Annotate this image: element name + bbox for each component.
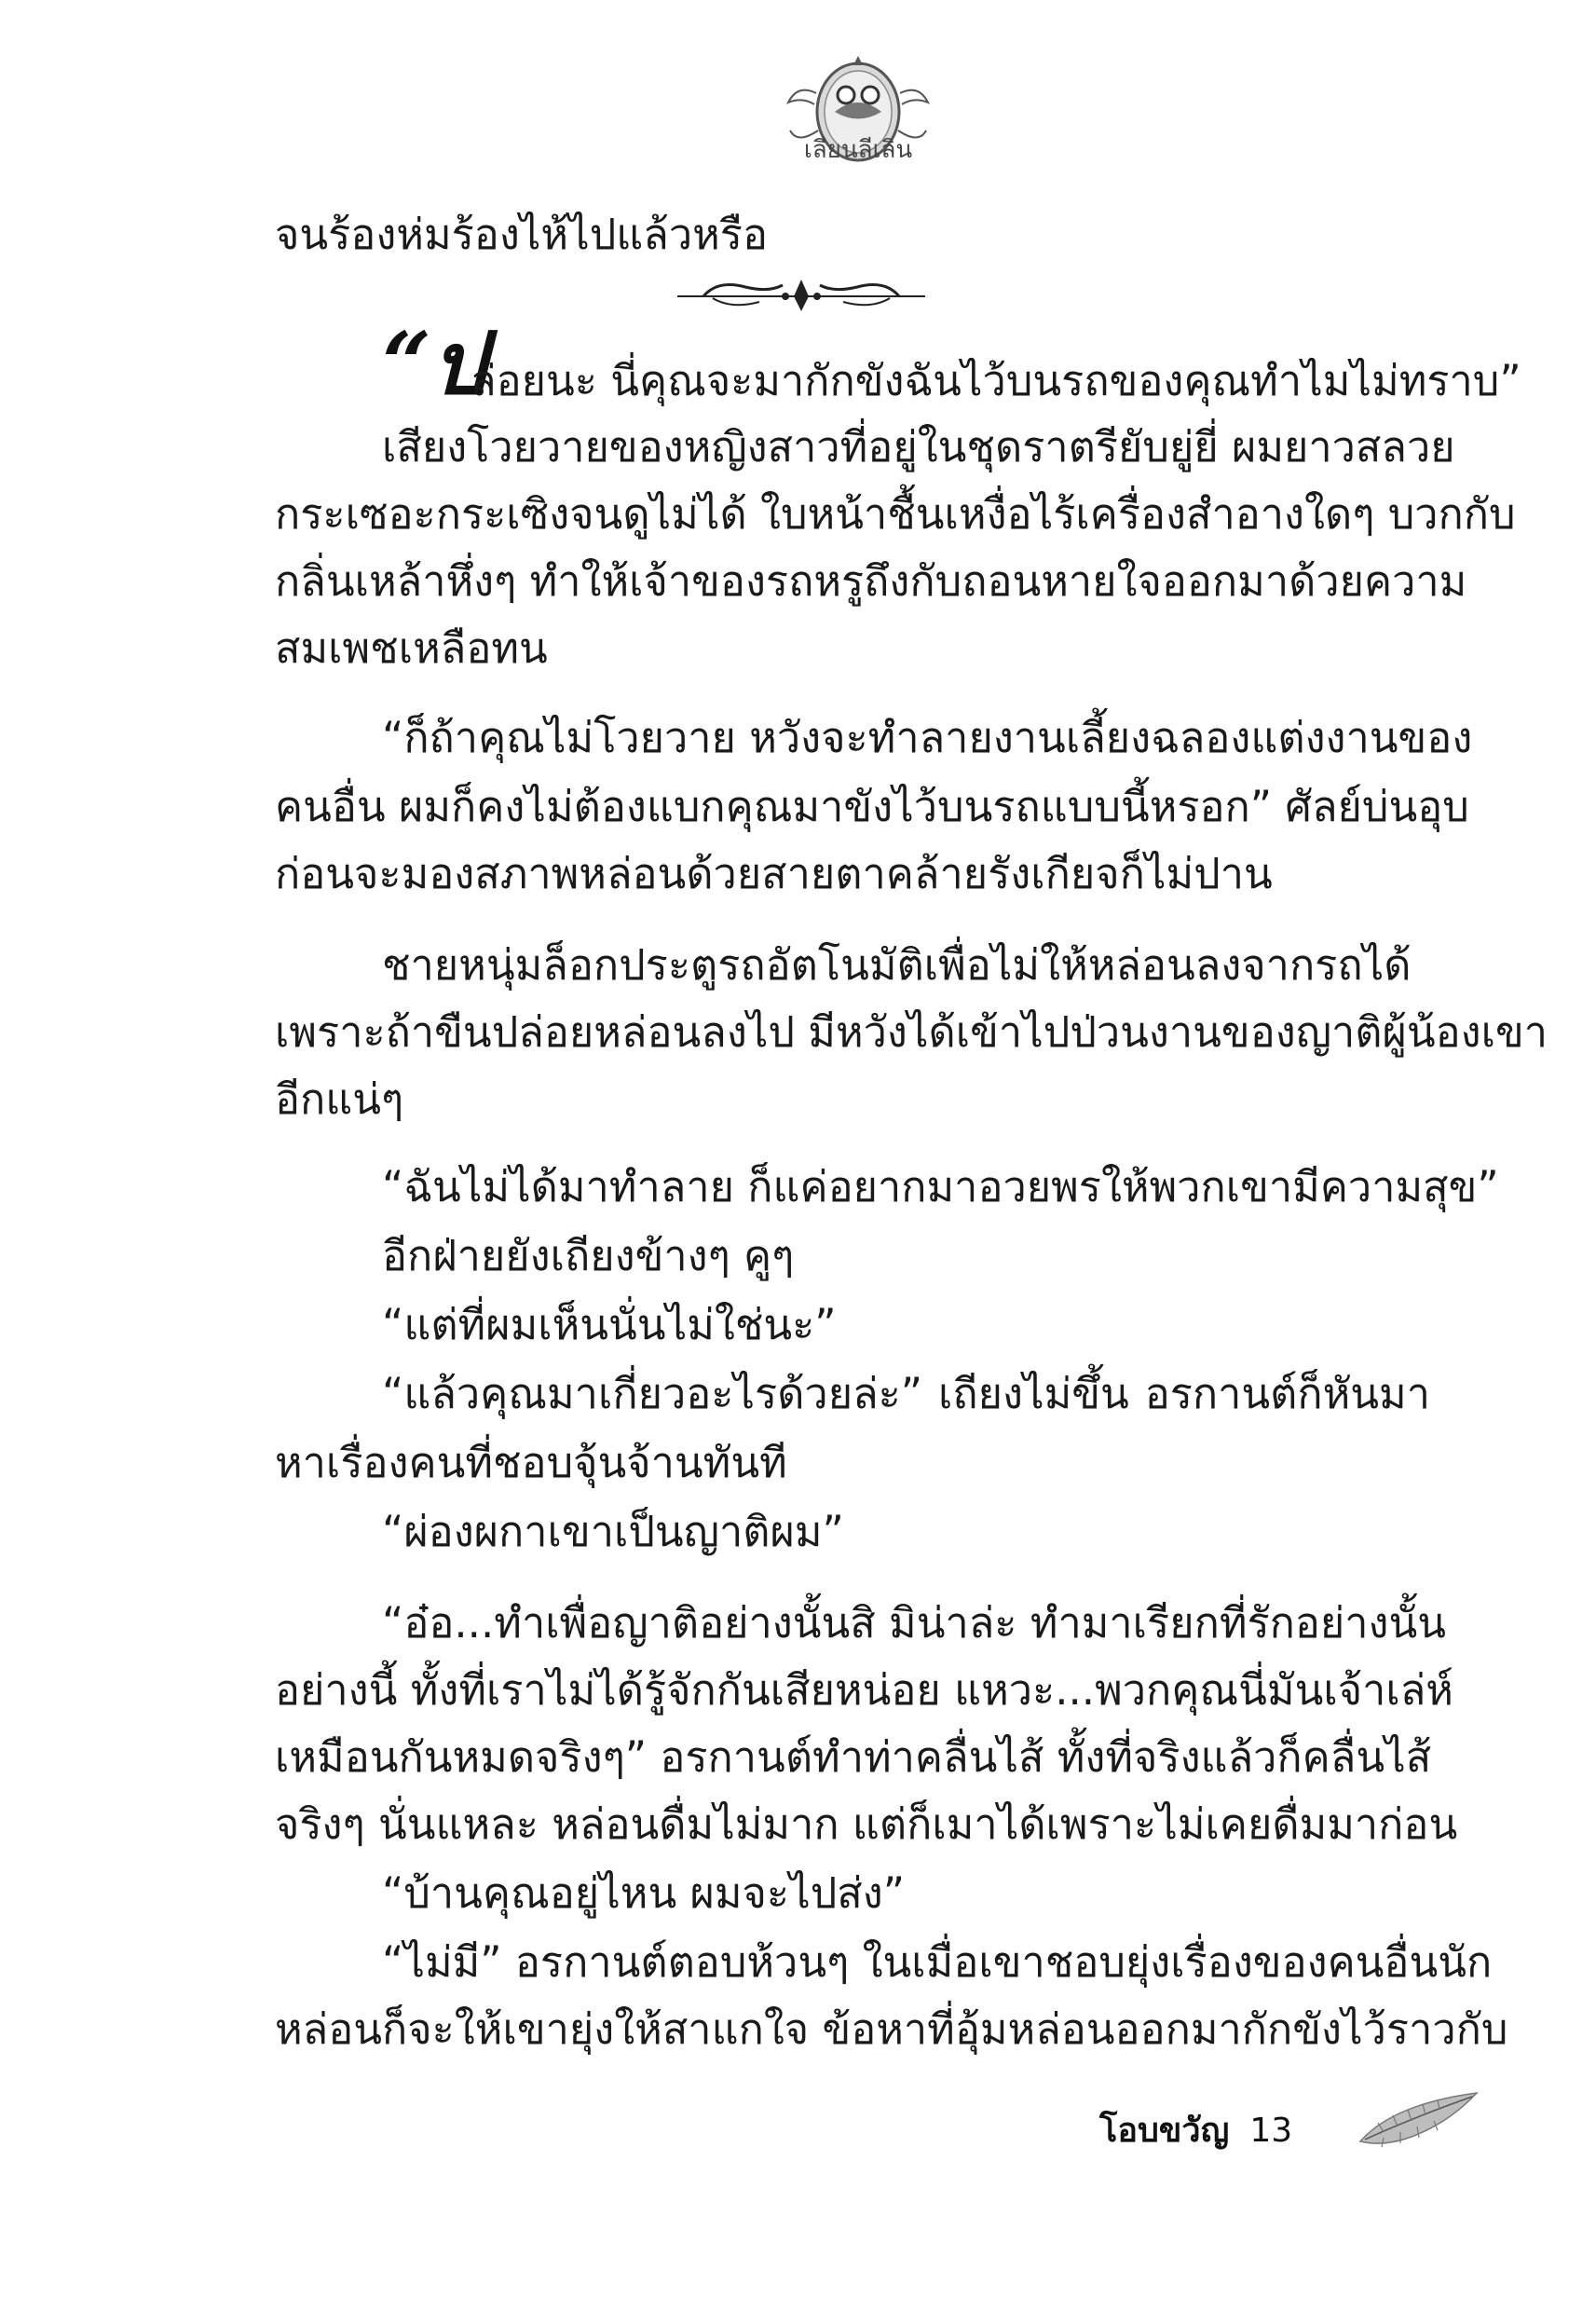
text-line: “ฉันไม่ได้มาทำลาย ก็แค่อยากมาอวยพรให้พวกเขามีความสุข” <box>382 1162 1499 1211</box>
text-line: เพราะถ้าขืนปล่อยหล่อนลงไป มีหวังได้เข้าไปป่วนงานของญาติผู้น้องเขา <box>275 1007 1548 1057</box>
text-line: “อ๋อ...ทำเพื่อญาติอย่างนั้นสิ มิน่าล่ะ ทำมาเรียกที่รักอย่างนั้น <box>382 1598 1447 1648</box>
scene-divider-icon <box>675 272 927 319</box>
opening-line: จนร้องห่มร้องไห้ไปแล้วหรือ <box>275 210 768 259</box>
text-line: กระเซอะกระเซิงจนดูไม่ได้ ใบหน้าชื้นเหงื่อไร้เครื่องสำอางใดๆ บวกกับ <box>275 489 1516 539</box>
logo-text: เลียนลีเลิน <box>803 136 913 164</box>
text-line: หล่อนก็จะให้เขายุ่งให้สาแกใจ ข้อหาที่อุ้มหล่อนออกมากักขังไว้ราวกับ <box>275 2004 1508 2054</box>
text-line: สมเพชเหลือทน <box>275 623 548 673</box>
feather-ornament-icon <box>1356 2085 1481 2155</box>
book-title: โอบขวัญ <box>1099 2112 1230 2150</box>
chapter-logo <box>779 37 937 177</box>
text-line: “แล้วคุณมาเกี่ยวอะไรด้วยล่ะ” เถียงไม่ขึ้น อรกานต์ก็หันมา <box>382 1369 1430 1418</box>
text-line: เสียงโวยวายของหญิงสาวที่อยู่ในชุดราตรียับยู่ยี่ ผมยาวสลวย <box>382 422 1455 472</box>
dropcap-letter: “ป <box>382 313 486 414</box>
text-line: กลิ่นเหล้าหึ่งๆ ทำให้เจ้าของรถหรูถึงกับถอนหายใจออกมาด้วยความ <box>275 556 1467 606</box>
text-line: อย่างนี้ ทั้งที่เราไม่ได้รู้จักกันเสียหน่อย แหวะ...พวกคุณนี่มันเจ้าเล่ห์ <box>275 1665 1453 1715</box>
page-number: 13 <box>1249 2112 1293 2150</box>
text-line: อีกฝ่ายยังเถียงข้างๆ คูๆ <box>382 1231 795 1280</box>
text-line: จริงๆ นั่นแหละ หล่อนดื่มไม่มาก แต่ก็เมาได้เพราะไม่เคยดื่มมาก่อน <box>275 1799 1458 1849</box>
text-line: ชายหนุ่มล็อกประตูรถอัตโนมัติเพื่อไม่ให้หล่อนลงจากรถได้ <box>382 940 1412 990</box>
text-line: “บ้านคุณอยู่ไหน ผมจะไปส่ง” <box>382 1868 906 1918</box>
text-line: อีกแน่ๆ <box>275 1074 404 1124</box>
text-line: “แต่ที่ผมเห็นนั่นไม่ใช่นะ” <box>382 1300 837 1349</box>
dropcap-rest: ล่อยนะ นี่คุณจะมากักขังฉันไว้บนรถของคุณทำไมไม่ทราบ” <box>471 356 1521 405</box>
text-line: เหมือนกันหมดจริงๆ” อรกานต์ทำท่าคลื่นไส้ ทั้งที่จริงแล้วก็คลื่นไส้ <box>275 1732 1432 1782</box>
text-line: “ผ่องผกาเขาเป็นญาติผม” <box>382 1507 844 1556</box>
text-line: หาเรื่องคนที่ชอบจุ้นจ้านทันที <box>275 1438 787 1487</box>
page-footer <box>1099 2108 1292 2154</box>
text-line: “ไม่มี” อรกานต์ตอบห้วนๆ ในเมื่อเขาชอบยุ่งเรื่องของคนอื่นนัก <box>382 1937 1493 1987</box>
text-line: คนอื่น ผมก็คงไม่ต้องแบกคุณมาขังไว้บนรถแบบนี้หรอก” ศัลย์บ่นอุบ <box>275 782 1469 831</box>
text-line: ก่อนจะมองสภาพหล่อนด้วยสายตาคล้ายรังเกียจก็ไม่ปาน <box>275 849 1273 898</box>
text-line: “ก็ถ้าคุณไม่โวยวาย หวังจะทำลายงานเลี้ยงฉลองแต่งงานของ <box>382 713 1473 762</box>
